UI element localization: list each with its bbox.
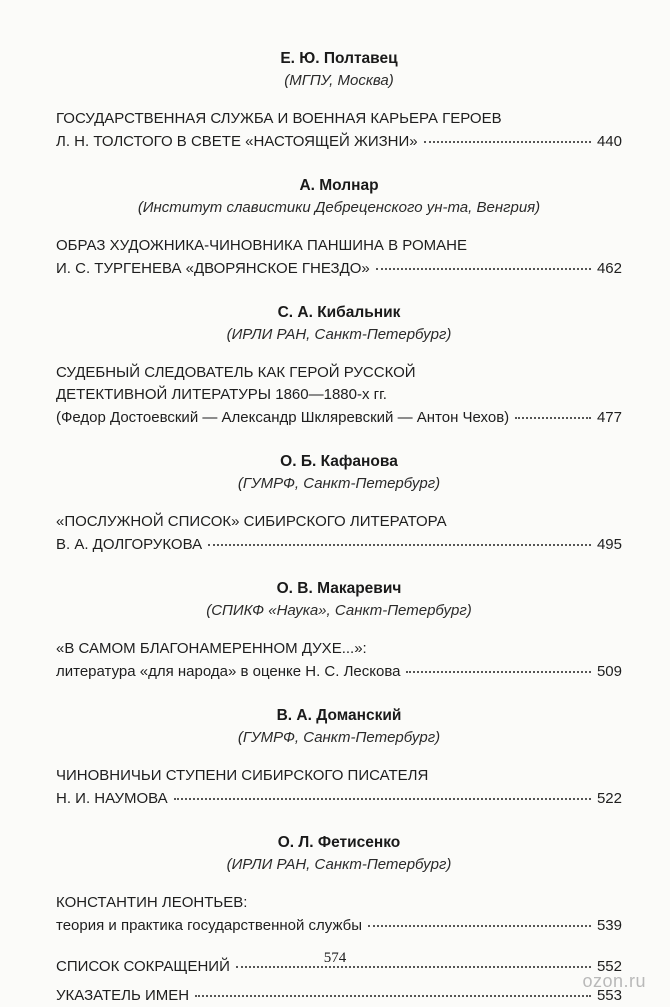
author-name: Е. Ю. Полтавец [280, 50, 398, 67]
dot-leader [515, 403, 591, 419]
author-affiliation: (МГПУ, Москва) [284, 72, 394, 89]
dot-leader [208, 530, 591, 546]
entry-title-line: теория и практика государственной службы [56, 917, 363, 934]
toc-author-block [56, 175, 622, 219]
author-name: О. В. Макаревич [276, 580, 402, 597]
author-name: В. А. Доманский [276, 707, 402, 724]
author-name: О. Б. Кафанова [280, 453, 398, 470]
author-affiliation: (ГУМРФ, Санкт-Петербург) [237, 475, 441, 492]
entry-title-line: УКАЗАТЕЛЬ ИМЕН [56, 987, 190, 1004]
toc-author-block [56, 451, 622, 495]
table-of-contents [56, 48, 622, 1007]
entry-title-line: Л. Н. ТОЛСТОГО В СВЕТЕ «НАСТОЯЩЕЙ ЖИЗНИ» [56, 133, 418, 150]
entry-title-line: СУДЕБНЫЙ СЛЕДОВАТЕЛЬ КАК ГЕРОЙ РУССКОЙ [56, 364, 416, 381]
entry-title-line: КОНСТАНТИН ЛЕОНТЬЕВ: [56, 894, 248, 911]
entry-title-line: ГОСУДАРСТВЕННАЯ СЛУЖБА И ВОЕННАЯ КАРЬЕРА ГЕРОЕВ [56, 110, 502, 127]
dot-leader [376, 254, 591, 270]
author-name: С. А. Кибальник [277, 304, 401, 321]
author-name: А. Молнар [299, 177, 379, 194]
entry-title-line: «ПОСЛУЖНОЙ СПИСОК» СИБИРСКОГО ЛИТЕРАТОРА [56, 513, 447, 530]
dot-leader [195, 981, 591, 997]
author-affiliation: (Институт славистики Дебреценского ун-та, Венгрия) [137, 199, 541, 216]
toc-entry[interactable] [56, 362, 622, 429]
entry-page-number: 553 [596, 987, 622, 1004]
entry-page-number: 477 [596, 409, 622, 426]
entry-title-line: литература «для народа» в оценке Н. С. Лескова [56, 663, 401, 680]
toc-author-block [56, 705, 622, 749]
entry-title-line: СПИСОК СОКРАЩЕНИЙ [56, 958, 230, 975]
toc-author-block [56, 578, 622, 622]
author-affiliation: (ГУМРФ, Санкт-Петербург) [237, 729, 441, 746]
page-number: 574 [323, 950, 347, 966]
toc-entry[interactable] [56, 511, 622, 556]
author-affiliation: (ИРЛИ РАН, Санкт-Петербург) [226, 326, 452, 343]
entry-title-line: «В САМОМ БЛАГОНАМЕРЕННОМ ДУХЕ...»: [56, 640, 367, 657]
entry-title-line: ЧИНОВНИЧЬИ СТУПЕНИ СИБИРСКОГО ПИСАТЕЛЯ [56, 767, 429, 784]
dot-leader [174, 784, 591, 800]
entry-page-number: 462 [596, 260, 622, 277]
toc-author-block [56, 832, 622, 876]
toc-entry-name-index[interactable] [56, 984, 622, 1007]
entry-page-number: 495 [596, 536, 622, 553]
entry-page-number: 539 [596, 917, 622, 934]
entry-title-line: (Федор Достоевский — Александр Шкляревский — Антон Чехов) [56, 409, 510, 426]
entry-page-number: 440 [596, 133, 622, 150]
entry-page-number: 509 [596, 663, 622, 680]
dot-leader [424, 127, 591, 143]
entry-title-line: В. А. ДОЛГОРУКОВА [56, 536, 203, 553]
dot-leader [368, 911, 591, 927]
author-name: О. Л. Фетисенко [277, 834, 401, 851]
watermark-logo: ozon.ru [582, 971, 646, 991]
toc-entry[interactable] [56, 235, 622, 280]
entry-title-line: Н. И. НАУМОВА [56, 790, 168, 807]
toc-entry[interactable] [56, 892, 622, 937]
entry-title-line: ОБРАЗ ХУДОЖНИКА-ЧИНОВНИКА ПАНШИНА В РОМАНЕ [56, 237, 467, 254]
toc-author-block [56, 48, 622, 92]
dot-leader [406, 657, 590, 673]
toc-entry[interactable] [56, 765, 622, 810]
entry-title-line: ДЕТЕКТИВНОЙ ЛИТЕРАТУРЫ 1860—1880-х гг. [56, 386, 387, 403]
entry-title-line: И. С. ТУРГЕНЕВА «ДВОРЯНСКОЕ ГНЕЗДО» [56, 260, 370, 277]
entry-page-number: 552 [596, 958, 622, 975]
toc-author-block [56, 302, 622, 346]
toc-entry[interactable] [56, 638, 622, 683]
author-affiliation: (СПИКФ «Наука», Санкт-Петербург) [206, 602, 472, 619]
author-affiliation: (ИРЛИ РАН, Санкт-Петербург) [226, 856, 452, 873]
entry-page-number: 522 [596, 790, 622, 807]
toc-entry[interactable] [56, 108, 622, 153]
